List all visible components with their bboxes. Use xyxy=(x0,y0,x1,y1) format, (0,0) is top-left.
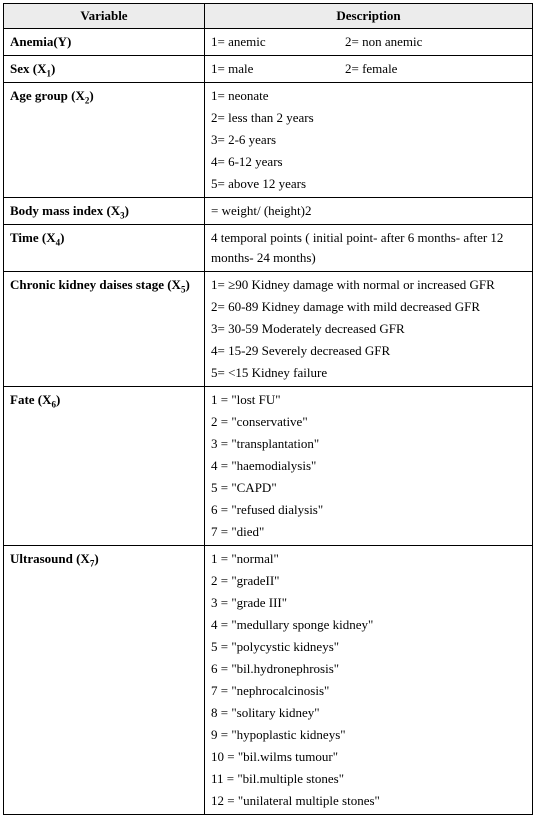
list-item: 1 = "lost FU" xyxy=(211,392,281,407)
description-header: Description xyxy=(205,4,533,29)
list-item: 5 = "polycystic kidneys" xyxy=(211,639,340,654)
list-item: 4= 15-29 Severely decreased GFR xyxy=(211,343,391,358)
option-label: 1= male xyxy=(211,61,254,76)
table-row xyxy=(4,387,533,546)
variable-subscript: 2 xyxy=(84,95,90,106)
variable-cell xyxy=(4,546,205,815)
variable-cell xyxy=(4,83,205,198)
list-item: 2 = "conservative" xyxy=(211,414,308,429)
variable-cell xyxy=(4,56,205,83)
variable-close: ) xyxy=(124,203,130,218)
variable-name: Anemia(Y) xyxy=(10,34,72,49)
list-item: 1 = "normal" xyxy=(211,551,279,566)
option-label: 2= female xyxy=(345,61,398,76)
list-item: 2 = "gradeII" xyxy=(211,573,280,588)
variable-cell xyxy=(4,225,205,272)
list-item: 5 = "CAPD" xyxy=(211,480,277,495)
variable-header: Variable xyxy=(4,4,205,29)
list-item: 7 = "nephrocalcinosis" xyxy=(211,683,330,698)
variable-cell xyxy=(4,387,205,546)
list-item: 2= 60-89 Kidney damage with mild decreased GFR xyxy=(211,299,481,314)
list-item: 12 = "unilateral multiple stones" xyxy=(211,793,380,808)
list-item: 10 = "bil.wilms tumour" xyxy=(211,749,339,764)
description-cell xyxy=(205,272,533,387)
variables-table xyxy=(3,3,533,815)
list-item: = weight/ (height)2 xyxy=(211,203,312,218)
variable-name: Chronic kidney daises stage (X xyxy=(10,277,181,292)
variable-cell xyxy=(4,272,205,387)
table-row xyxy=(4,56,533,83)
variable-subscript: 5 xyxy=(180,284,186,295)
list-item: 6 = "bil.hydronephrosis" xyxy=(211,661,340,676)
description-cell xyxy=(205,387,533,546)
list-item: 3= 2-6 years xyxy=(211,132,277,147)
description-cell xyxy=(205,198,533,225)
list-item: 3 = "transplantation" xyxy=(211,436,320,451)
description-cell xyxy=(205,546,533,815)
option-label: 1= anemic xyxy=(211,34,266,49)
table-row xyxy=(4,272,533,387)
variable-name: Fate (X xyxy=(10,392,52,407)
list-item: 9 = "hypoplastic kidneys" xyxy=(211,727,346,742)
variable-cell xyxy=(4,198,205,225)
list-item: 2= less than 2 years xyxy=(211,110,314,125)
list-item: 4= 6-12 years xyxy=(211,154,283,169)
list-item: 5= above 12 years xyxy=(211,176,307,191)
list-item: 7 = "died" xyxy=(211,524,265,539)
variable-close: ) xyxy=(89,88,94,103)
header-row xyxy=(4,4,533,29)
description-cell xyxy=(205,225,533,272)
table-row xyxy=(4,29,533,56)
description-cell xyxy=(205,29,533,56)
variable-name: Ultrasound (X xyxy=(10,551,90,566)
list-item: 1= neonate xyxy=(211,88,269,103)
variable-name: Body mass index (X xyxy=(10,203,121,218)
table-row xyxy=(4,546,533,815)
table-row xyxy=(4,225,533,272)
variable-subscript: 6 xyxy=(51,399,57,410)
list-item: 4 = "medullary sponge kidney" xyxy=(211,617,374,632)
variable-close: ) xyxy=(185,277,190,292)
variable-subscript: 4 xyxy=(55,237,61,248)
list-item: 5= <15 Kidney failure xyxy=(211,365,328,380)
list-item: 8 = "solitary kidney" xyxy=(211,705,320,720)
variable-subscript: 7 xyxy=(89,558,95,569)
description-text: 4 temporal points ( initial point- after 6 months- after 12 months- 24 months) xyxy=(211,230,504,265)
list-item: 3 = "grade III" xyxy=(211,595,288,610)
variable-close: ) xyxy=(50,61,56,76)
variable-name: Time (X xyxy=(10,230,56,245)
table-row xyxy=(4,83,533,198)
variable-subscript: 1 xyxy=(46,68,51,79)
list-item: 11 = "bil.multiple stones" xyxy=(211,771,345,786)
list-item: 6 = "refused dialysis" xyxy=(211,502,324,517)
description-cell xyxy=(205,83,533,198)
variable-cell xyxy=(4,29,205,56)
list-item: 1= ≥90 Kidney damage with normal or increased GFR xyxy=(211,277,495,292)
variable-close: ) xyxy=(94,551,99,566)
variable-name: Age group (X xyxy=(10,88,85,103)
option-label: 2= non anemic xyxy=(345,34,423,49)
variable-name: Sex (X xyxy=(10,61,47,76)
table-row xyxy=(4,198,533,225)
variable-close: ) xyxy=(56,392,61,407)
list-item: 3= 30-59 Moderately decreased GFR xyxy=(211,321,405,336)
variable-subscript: 3 xyxy=(120,210,125,221)
variable-close: ) xyxy=(60,230,65,245)
description-cell xyxy=(205,56,533,83)
list-item: 4 = "haemodialysis" xyxy=(211,458,317,473)
